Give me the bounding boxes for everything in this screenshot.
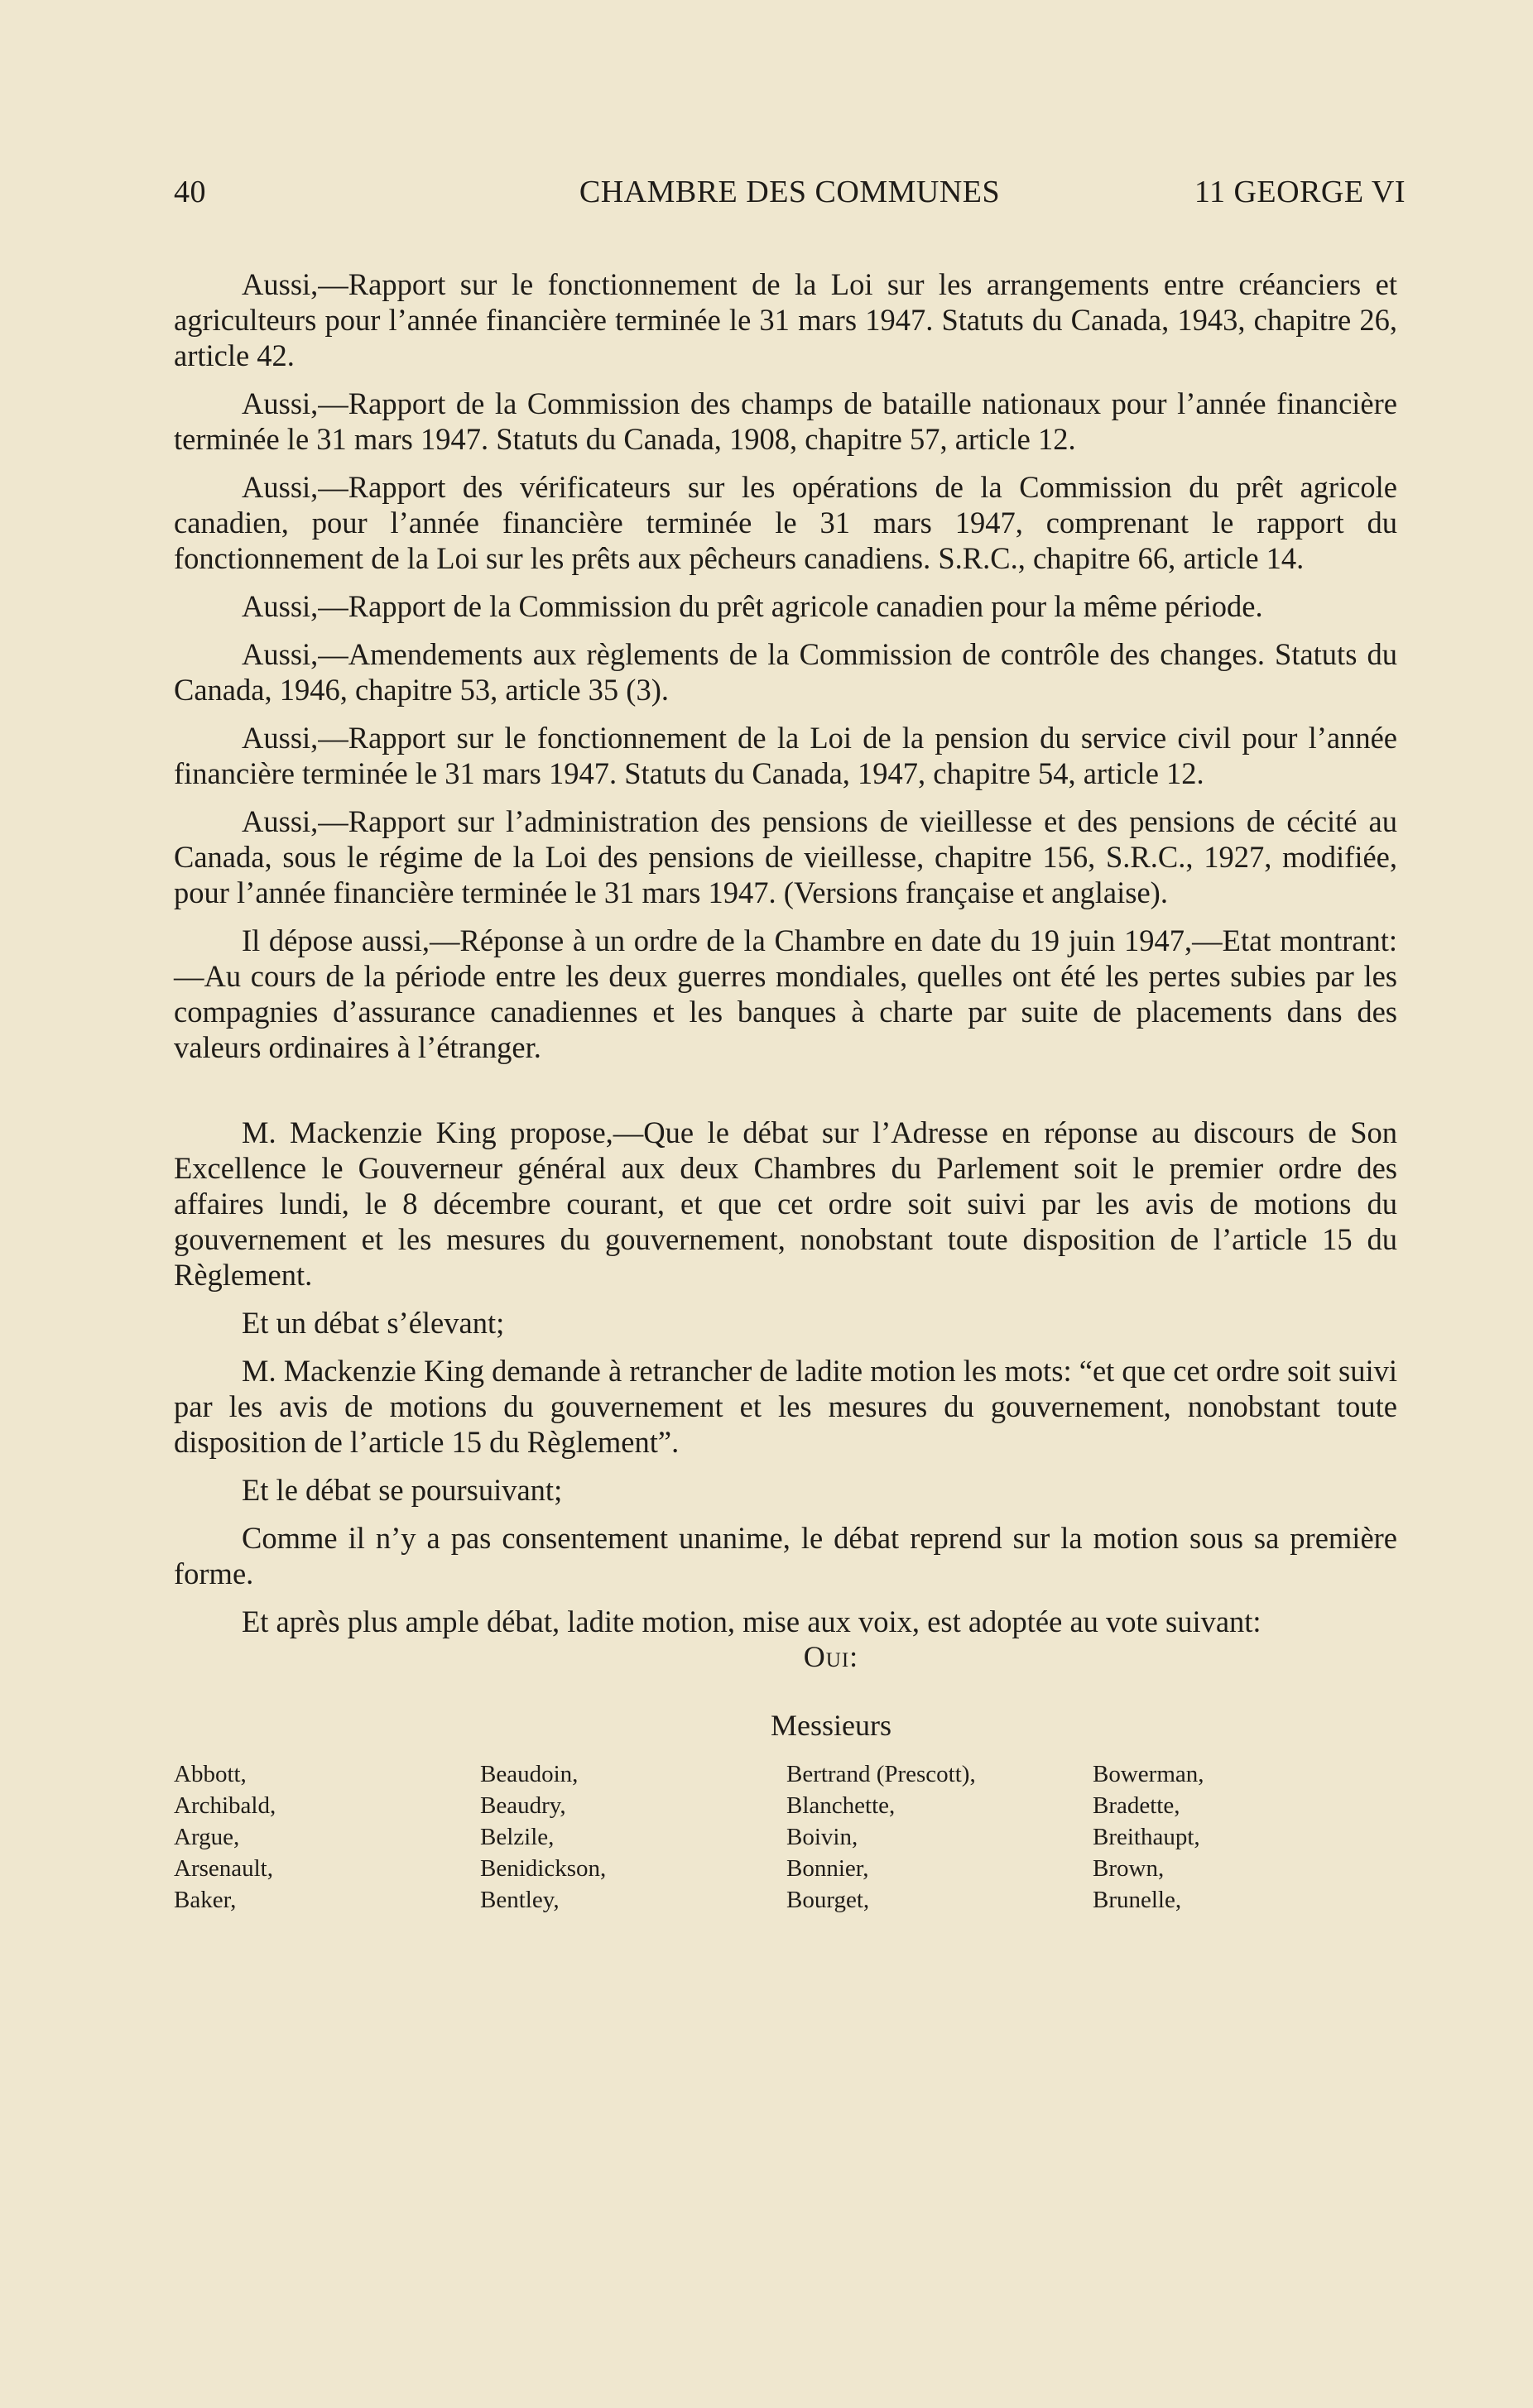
page-body — [174, 266, 1397, 1916]
paragraph: Aussi,—Rapport sur le fonctionnement de la Loi de la pension du service civil pour l’année financière terminée le 31 mars 1947. Statuts du Canada, 1947, chapitre 54, article 12. — [174, 721, 1397, 790]
paragraph: Aussi,—Rapport sur le fonctionnement de la Loi sur les arrangements entre créanciers et agriculteurs pour l’année financière terminée le 31 mars 1947. Statuts du Canada, 1943, chapitre 26, article 42. — [174, 267, 1397, 372]
voter-name: Benidickson, — [480, 1855, 607, 1882]
voter-name: Baker, — [174, 1887, 237, 1913]
paragraph: Aussi,—Amendements aux règlements de la Commission de contrôle des changes. Statuts du Canada, 1946, chapitre 53, article 35 (3). — [174, 637, 1397, 707]
paragraph: M. Mackenzie King demande à retrancher de ladite motion les mots: “et que cet ordre soit suivi par les avis de motions du gouvernement et les mesures du gouvernement, nonobstant toute disposition de l’article 15 du Règlement”. — [174, 1354, 1397, 1459]
voter-name: Beaudry, — [480, 1792, 566, 1819]
paragraph: Aussi,—Rapport des vérificateurs sur les opérations de la Commission du prêt agricole canadien, pour l’année financière terminée le 31 mars 1947, comprenant le rapport du fonctionnement de la Loi sur les prêts aux pêcheurs canadiens. S.R.C., chapitre 66, article 14. — [174, 470, 1397, 575]
paragraph: Et un débat s’élevant; — [242, 1306, 505, 1340]
voter-name: Arsenault, — [174, 1855, 273, 1882]
voter-name: Belzile, — [480, 1824, 555, 1850]
voter-name: Brown, — [1093, 1855, 1165, 1882]
voter-name: Argue, — [174, 1824, 240, 1850]
vote-subheading: Messieurs — [771, 1709, 891, 1742]
vote-heading: Oui: — [803, 1640, 859, 1673]
voter-name: Bertrand (Prescott), — [786, 1761, 976, 1787]
voter-name: Bourget, — [786, 1887, 870, 1913]
header-title: CHAMBRE DES COMMUNES — [579, 175, 1001, 209]
paragraph: Il dépose aussi,—Réponse à un ordre de la Chambre en date du 19 juin 1947,—Etat montrant:—Au cours de la période entre les deux guerres mondiales, quelles ont été les pertes subies par les compagnies d’assurance canadiennes et les banques à charte par suite de placements dans des valeurs ordinaires à l’étranger. — [174, 923, 1397, 1064]
paragraph: Aussi,—Rapport de la Commission des champs de bataille nationaux pour l’année financière terminée le 31 mars 1947. Statuts du Canada, 1908, chapitre 57, article 12. — [174, 386, 1397, 456]
voter-name: Breithaupt, — [1093, 1824, 1200, 1850]
paragraph: Comme il n’y a pas consentement unanime, le débat reprend sur la motion sous sa première forme. — [174, 1521, 1397, 1590]
paragraph: Aussi,—Rapport de la Commission du prêt agricole canadien pour la même période. — [242, 589, 1263, 623]
voter-name: Bowerman, — [1093, 1761, 1204, 1787]
voter-name: Beaudoin, — [480, 1761, 579, 1787]
page-number: 40 — [174, 175, 206, 209]
voter-name: Bonnier, — [786, 1855, 869, 1882]
voter-name: Boivin, — [786, 1824, 858, 1850]
paragraph: Et après plus ample débat, ladite motion, mise aux voix, est adoptée au vote suivant: — [242, 1605, 1261, 1638]
paragraph: Aussi,—Rapport sur l’administration des pensions de vieillesse et des pensions de cécité au Canada, sous le régime de la Loi des pensions de vieillesse, chapitre 156, S.R.C., 1927, modifiée, pour l’année financière terminée le 31 mars 1947. (Versions française et anglaise). — [174, 804, 1397, 909]
paragraph: Et le débat se poursuivant; — [242, 1473, 563, 1507]
vote-names-list — [174, 1758, 1397, 1916]
voter-name: Blanchette, — [786, 1792, 896, 1819]
voter-name: Bradette, — [1093, 1792, 1180, 1819]
paragraph: M. Mackenzie King propose,—Que le débat sur l’Adresse en réponse au discours de Son Excellence le Gouverneur général aux deux Chambres du Parlement soit le premier ordre des affaires lundi, le 8 décembre courant, et que cet ordre soit suivi par les avis de motions du gouvernement et les mesures du gouvernement, nonobstant toute disposition de l’article 15 du Règlement. — [174, 1115, 1397, 1292]
header-regnal-year: 11 GEORGE VI — [1194, 175, 1406, 209]
voter-name: Archibald, — [174, 1792, 276, 1819]
voter-name: Abbott, — [174, 1761, 247, 1787]
voter-name: Bentley, — [480, 1887, 560, 1913]
voter-name: Brunelle, — [1093, 1887, 1182, 1913]
